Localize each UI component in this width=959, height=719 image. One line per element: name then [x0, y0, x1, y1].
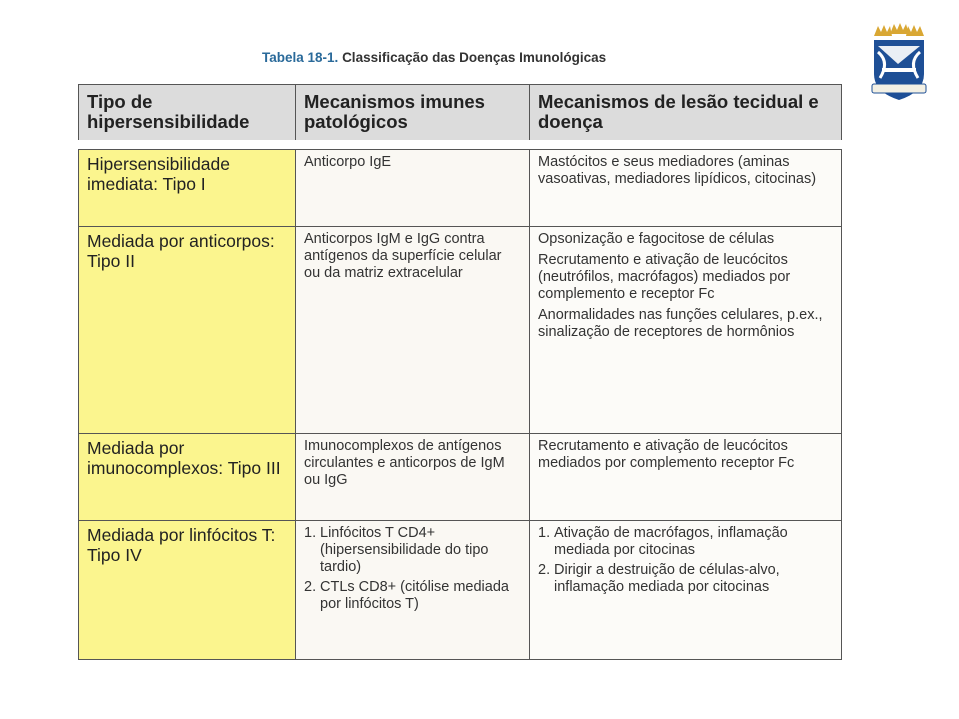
injury-paragraph: Opsonização e fagocitose de células	[538, 231, 775, 247]
table-row	[79, 150, 842, 227]
injury-paragraph: Recrutamento e ativação de leucócitos (neutrófilos, macrófagos) mediados por complemento e receptor Fc	[538, 252, 791, 302]
list-item	[304, 579, 521, 613]
caption-title: Classificação das Doenças Imunológicas	[342, 50, 607, 65]
list-item	[304, 525, 521, 576]
list-text: Linfócitos T CD4+ (hipersensibilidade do tipo tardio)	[320, 525, 489, 575]
header-mechanism: Mecanismos imunes patológicos	[296, 85, 530, 143]
list-number: 2.	[304, 579, 317, 595]
injury-list	[538, 525, 833, 596]
mechanism-list	[304, 525, 521, 613]
list-item	[538, 525, 833, 559]
row-type: Mediada por linfócitos T: Tipo IV	[79, 521, 296, 660]
injury-paragraph: Recrutamento e ativação de leucócitos mediados por complemento receptor Fc	[538, 438, 795, 471]
list-text: Ativação de macrófagos, inflamação mediada por citocinas	[554, 525, 788, 558]
crown-icon	[874, 23, 924, 36]
table-caption	[262, 50, 606, 65]
table-row	[79, 434, 842, 521]
list-text: CTLs CD8+ (citólise mediada por linfócitos T)	[320, 579, 509, 612]
row-type: Mediada por imunocomplexos: Tipo III	[79, 434, 296, 521]
header-injury: Mecanismos de lesão tecidual e doença	[530, 85, 842, 143]
university-crest-icon	[868, 22, 930, 106]
row-type: Hipersensibilidade imediata: Tipo I	[79, 150, 296, 227]
injury-paragraph: Anormalidades nas funções celulares, p.ex., sinalização de receptores de hormônios	[538, 307, 823, 340]
row-mechanism: Anticorpos IgM e IgG contra antígenos da superfície celular ou da matriz extracelular	[296, 227, 530, 434]
list-number: 2.	[538, 562, 551, 578]
row-mechanism: Imunocomplexos de antígenos circulantes e anticorpos de IgM ou IgG	[296, 434, 530, 521]
row-injury	[530, 227, 842, 434]
table-header-row	[79, 85, 842, 143]
row-injury	[530, 521, 842, 660]
list-number: 1.	[538, 525, 551, 541]
row-injury	[530, 434, 842, 521]
classification-table	[78, 84, 842, 660]
list-item	[538, 562, 833, 596]
row-mechanism: Anticorpo IgE	[296, 150, 530, 227]
row-type: Mediada por anticorpos: Tipo II	[79, 227, 296, 434]
list-number: 1.	[304, 525, 317, 541]
header-type: Tipo de hipersensibilidade	[79, 85, 296, 143]
caption-number: Tabela 18-1.	[262, 50, 339, 65]
row-mechanism	[296, 521, 530, 660]
row-injury	[530, 150, 842, 227]
table-row	[79, 521, 842, 660]
table-row	[79, 227, 842, 434]
injury-paragraph: Mastócitos e seus mediadores (aminas vasoativas, mediadores lipídicos, citocinas)	[538, 154, 817, 187]
list-text: Dirigir a destruição de células-alvo, inflamação mediada por citocinas	[554, 562, 780, 595]
